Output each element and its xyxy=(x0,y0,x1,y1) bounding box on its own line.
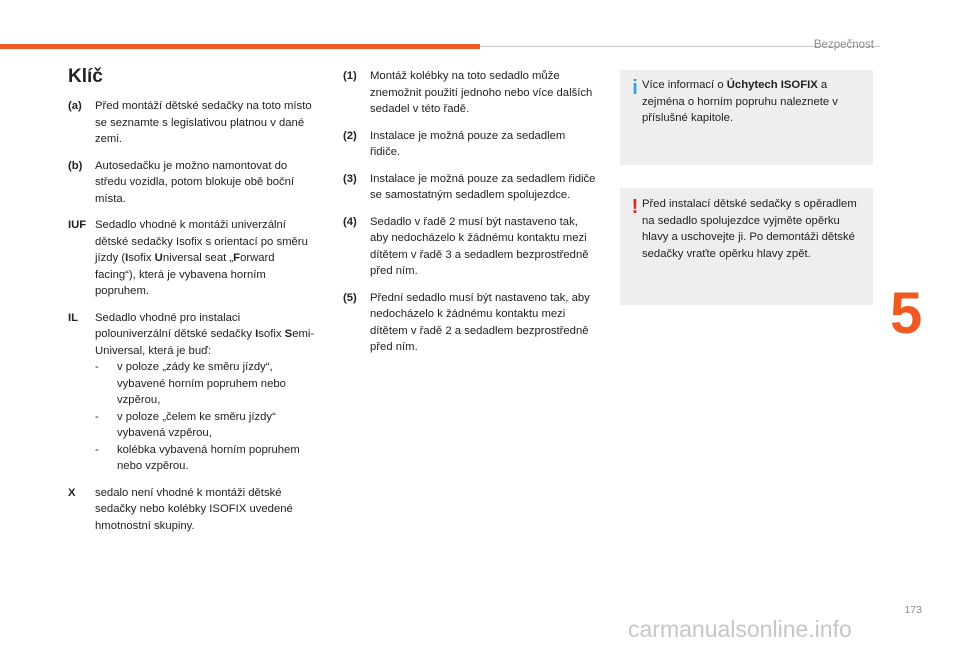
warning-text: Před instalací dětské sedačky s opěradlem na sedadlo spolujezdce vyjměte opěrku hlavy a uschovejte ji. Po demontáži dětské sedačky vraťte opěrku hlavy zpět. xyxy=(642,198,857,260)
header-accent-bar xyxy=(0,44,480,49)
key-entry-il xyxy=(68,310,318,475)
entry-key: (a) xyxy=(68,100,82,112)
sub-item: - kolébka vybavená horním popruhem nebo vzpěrou. xyxy=(95,443,300,472)
entry-text: Autosedačku je možno namontovat do středu vozidla, potom blokuje obě boční místa. xyxy=(95,159,295,205)
key-entry-x xyxy=(68,485,318,535)
entry-key: (3) xyxy=(343,172,357,185)
note-entry-4 xyxy=(343,214,598,280)
info-icon: i xyxy=(632,77,638,99)
section-title: Bezpečnost xyxy=(813,39,874,51)
entry-text: Instalace je možná pouze za sedadlem řidiče. xyxy=(370,129,566,158)
entry-key: (1) xyxy=(343,70,357,82)
page-title: Klíč xyxy=(68,66,103,87)
key-entry-iuf xyxy=(68,217,318,300)
key-list-right xyxy=(343,68,598,366)
note-entry-2 xyxy=(343,128,598,161)
warning-box xyxy=(620,188,873,305)
entry-text: Přední sedadlo musí být nastaveno tak, aby nedocházelo k žádnému kontaktu mezi dítětem v řadě 2 a sedadlem bezprostředně před ním. xyxy=(370,291,590,353)
entry-text: sedalo není vhodné k montáži dětské sedačky nebo kolébky ISOFIX uvedené hmotnostní skupiny. xyxy=(95,486,293,532)
entry-key: IL xyxy=(68,311,79,324)
entry-text: Sedadlo vhodné pro instalaci polouniverzální dětské sedačky Isofix Semi-Universal, která je buď: - v poloze „zády ke směru jízdy“, vybavené horním popruhem nebo vzpěrou, - v poloze „čelem ke směru jízdy“ vybavená vzpěrou, - kolébka vybavená horním popruhem nebo vzpěrou. xyxy=(95,310,318,475)
entry-key: (2) xyxy=(343,129,357,142)
info-box xyxy=(620,70,873,165)
entry-text: Instalace je možná pouze za sedadlem řidiče se samostatným sedadlem spolujezdce. xyxy=(370,172,596,201)
info-text: Více informací o Úchytech ISOFIX a zejména o horním popruhu naleznete v příslušné kapitole. xyxy=(642,79,838,124)
note-entry-3 xyxy=(343,171,598,204)
warning-icon: ! xyxy=(631,196,639,218)
sub-item: - v poloze „čelem ke směru jízdy“ vybavená vzpěrou, xyxy=(95,410,276,439)
entry-key: (b) xyxy=(68,159,83,172)
entry-key: (4) xyxy=(343,215,357,228)
entry-text: Před montáží dětské sedačky na toto místo se seznamte s legislativou platnou v dané zemi. xyxy=(95,100,312,145)
note-entry-5 xyxy=(343,290,598,356)
chapter-number: 5 xyxy=(890,281,923,346)
key-entry-a xyxy=(68,98,318,148)
entry-text: Sedadlo v řadě 2 musí být nastaveno tak, aby nedocházelo k žádnému kontaktu mezi dítětem v řadě 3 a sedadlem bezprostředně před ním. xyxy=(370,215,589,277)
entry-text: Sedadlo vhodné k montáži univerzální dětské sedačky Isofix s orientací po směru jízdy (Isofix Universal seat „Forward facing“), která je vybavena horním popruhem. xyxy=(95,219,308,297)
key-entry-b xyxy=(68,158,318,208)
sub-item: - v poloze „zády ke směru jízdy“, vybavené horním popruhem nebo vzpěrou, xyxy=(95,361,286,406)
entry-key: (5) xyxy=(343,291,357,304)
key-list-left xyxy=(68,98,318,544)
page-number: 173 xyxy=(904,604,922,616)
watermark: carmanualsonline.info xyxy=(628,616,852,642)
entry-text: Montáž kolébky na toto sedadlo může znemožnit použití jednoho nebo více dalších sedadel v této řadě. xyxy=(370,70,593,115)
entry-key: X xyxy=(68,486,76,499)
entry-key: IUF xyxy=(68,219,87,231)
note-entry-1 xyxy=(343,68,598,118)
